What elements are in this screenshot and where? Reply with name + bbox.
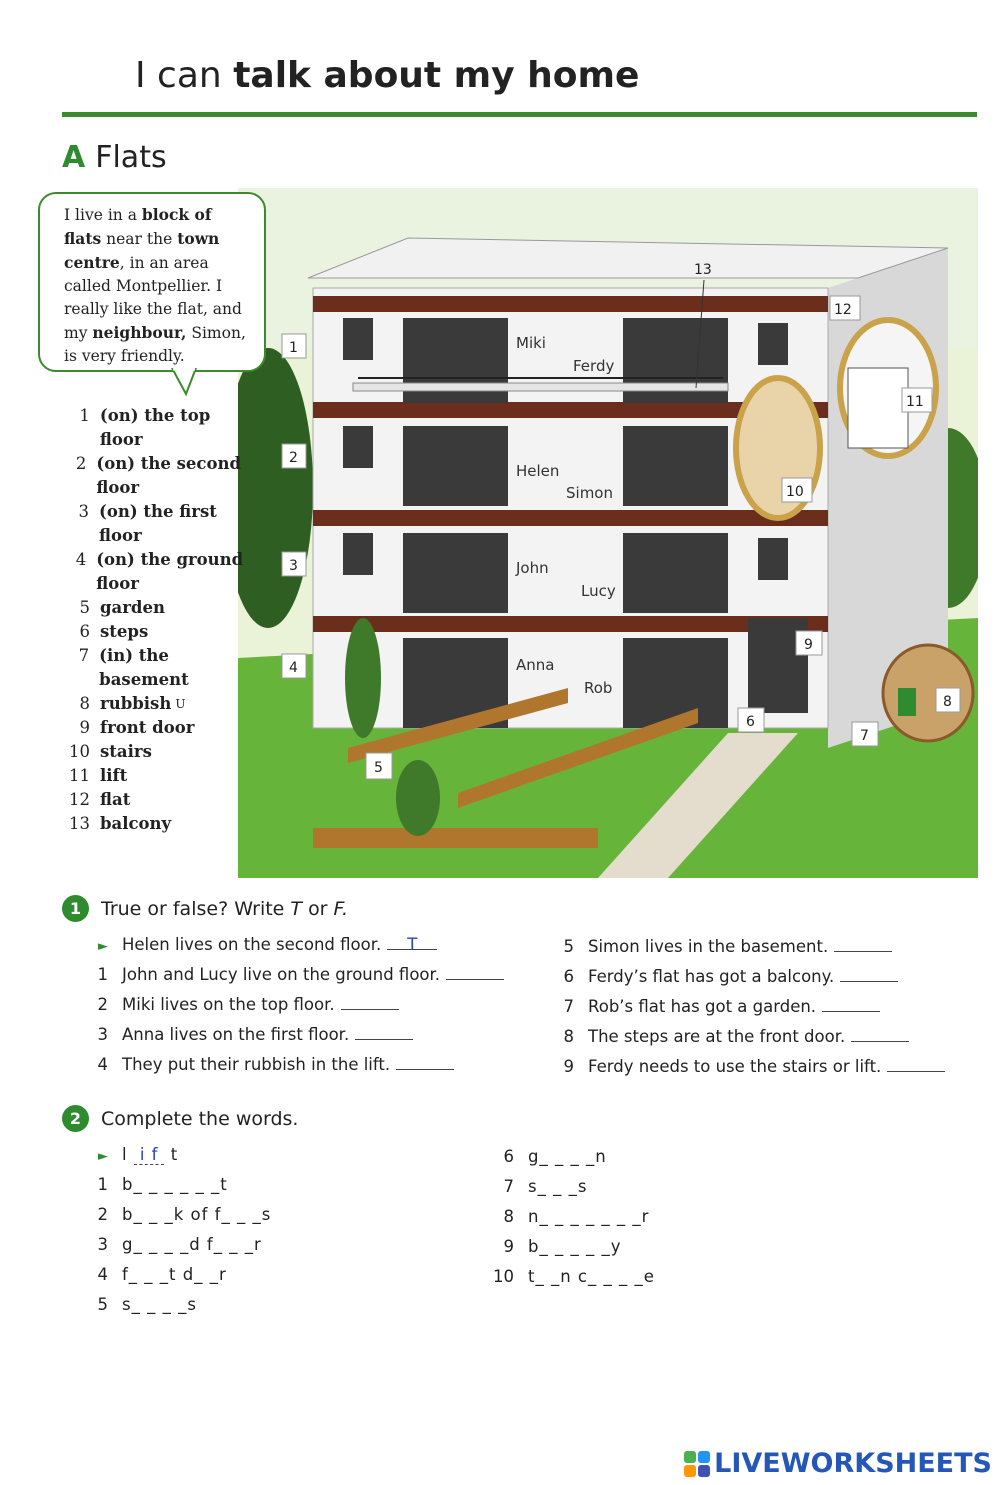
title-divider: [62, 112, 977, 117]
vocab-item: 8 rubbish U: [79, 694, 186, 713]
true-false-question: 5 Simon lives in the basement.: [550, 937, 945, 967]
vocab-item: 9 front door: [79, 718, 195, 737]
vocab-item: 6 steps: [79, 622, 149, 641]
exercise-2-heading: 2 Complete the words.: [62, 1105, 298, 1132]
answer-blank[interactable]: [834, 937, 892, 952]
resident-miki: Miki: [516, 334, 546, 352]
true-false-question: 6 Ferdy’s flat has got a balcony.: [550, 967, 945, 997]
answer-blank[interactable]: [396, 1055, 454, 1070]
vocabulary-list: [68, 404, 258, 836]
example-answer: T: [387, 935, 437, 950]
svg-text:1: 1: [289, 340, 298, 356]
block-of-flats-illustration: [238, 188, 978, 878]
answer-blank[interactable]: [355, 1025, 413, 1040]
svg-text:7: 7: [860, 728, 869, 744]
svg-text:4: 4: [289, 660, 298, 676]
svg-text:9: 9: [804, 637, 813, 653]
resident-ferdy: Ferdy: [573, 357, 615, 375]
answer-blank[interactable]: [851, 1027, 909, 1042]
true-false-question: 8 The steps are at the front door.: [550, 1027, 945, 1057]
word-completion-item: 2 b_ _ _k of f_ _ _s: [97, 1205, 272, 1224]
true-false-question: 2 Miki lives on the top floor.: [84, 995, 504, 1025]
vocab-item: 10 stairs: [69, 742, 152, 761]
svg-text:3: 3: [289, 558, 298, 574]
true-false-question: 3 Anna lives on the first floor.: [84, 1025, 504, 1055]
resident-anna: Anna: [516, 656, 555, 674]
word-completion-item: 3 g_ _ _ _d f_ _ _r: [97, 1235, 262, 1254]
resident-simon: Simon: [566, 484, 613, 502]
word-completion-item: 1 b_ _ _ _ _ _t: [97, 1175, 228, 1194]
exercise-2-number: 2: [62, 1105, 89, 1132]
word-completion-item: 9 b_ _ _ _ _y: [503, 1237, 622, 1256]
exercise-1-left-column: [84, 965, 504, 1085]
vocab-item: 1 (on) the top floor: [79, 406, 211, 449]
exercise-1-heading: 1 True or false? Write T or F.: [62, 895, 348, 922]
svg-text:10: 10: [786, 484, 804, 500]
exercise-1-right-column: [550, 937, 945, 1087]
svg-text:8: 8: [943, 694, 952, 710]
vocab-item: 2 (on) the second floor: [75, 454, 242, 497]
resident-lucy: Lucy: [581, 582, 616, 600]
svg-text:2: 2: [289, 450, 298, 466]
vocab-item: 4 (on) the ground floor: [75, 550, 244, 593]
svg-text:6: 6: [746, 714, 755, 730]
vocab-item: 3 (on) the first floor: [78, 502, 217, 545]
answer-blank[interactable]: [341, 995, 399, 1010]
bubble-tail: [168, 368, 208, 398]
word-completion-item: 6 g_ _ _ _n: [503, 1147, 607, 1166]
exercise-2-right-column: [490, 1147, 655, 1297]
vocab-item: 12 flat: [69, 790, 131, 809]
word-completion-item: 8 n_ _ _ _ _ _ _r: [503, 1207, 650, 1226]
svg-text:12: 12: [834, 302, 852, 318]
word-completion-item: 7 s_ _ _s: [503, 1177, 588, 1196]
resident-john: John: [516, 559, 549, 577]
answer-blank[interactable]: [822, 997, 880, 1012]
vocab-item: 5 garden: [79, 598, 165, 617]
vocab-item: 13 balcony: [69, 814, 172, 833]
exercise-1-number: 1: [62, 895, 89, 922]
page-title: I can talk about my home: [135, 55, 640, 96]
exercise-2-example: ► l i f t: [98, 1145, 179, 1164]
word-completion-item: 10 t_ _n c_ _ _ _e: [493, 1267, 655, 1286]
exercise-2-left-column: [84, 1175, 271, 1325]
true-false-question: 7 Rob’s flat has got a garden.: [550, 997, 945, 1027]
answer-blank[interactable]: [840, 967, 898, 982]
svg-text:13: 13: [694, 262, 712, 278]
vocab-item: 7 (in) the basement: [78, 646, 189, 689]
true-false-question: 1 John and Lucy live on the ground floor.: [84, 965, 504, 995]
liveworksheets-logo-icon: [684, 1451, 710, 1477]
word-completion-item: 4 f_ _ _t d_ _r: [97, 1265, 227, 1284]
speech-bubble: I live in a block of flats near the town centre, in an area called Montpellier. I really like the flat, and my neighbour, Simon, is very friendly.: [38, 192, 266, 372]
section-heading: A Flats: [62, 140, 167, 175]
true-false-question: 4 They put their rubbish in the lift.: [84, 1055, 504, 1085]
svg-text:5: 5: [374, 760, 383, 776]
answer-blank[interactable]: [887, 1057, 945, 1072]
true-false-question: 9 Ferdy needs to use the stairs or lift.: [550, 1057, 945, 1087]
svg-text:11: 11: [906, 394, 924, 410]
liveworksheets-footer: LIVEWORKSHEETS: [684, 1448, 992, 1479]
resident-helen: Helen: [516, 462, 560, 480]
exercise-1-example: ► Helen lives on the second floor. T: [84, 935, 437, 954]
vocab-item: 11 lift: [69, 766, 128, 785]
answer-blank[interactable]: [446, 965, 504, 980]
resident-rob: Rob: [584, 679, 613, 697]
word-completion-item: 5 s_ _ _ _s: [97, 1295, 197, 1314]
